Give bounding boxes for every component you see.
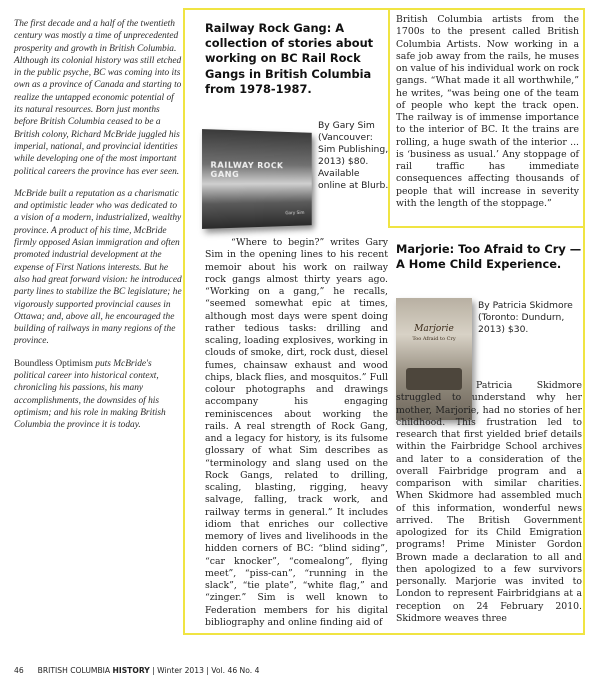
sidebar-paragraph — [14, 358, 184, 432]
cover-subtitle: Too Afraid to Cry — [412, 336, 456, 342]
cover-author: Gary Sim — [285, 210, 305, 217]
page-number: 46 — [14, 666, 24, 675]
review-publication-info: By Patricia Skidmore (Toronto: Dundurn, 2013) $30. — [478, 300, 573, 335]
page-footer — [14, 666, 574, 675]
review-body-continuation: British Columbia artists from the 1700s to the present called British Columbia Artists. Now working in a safe job away from the rails, he muses on value of his individual work on rock gangs. “What made it all worthwhile,” he writes, “was being one of the team of people who kept the track open. The railway is of immense importance to the interior of BC. It the trains are rolling, a huge swath of the interior ... is ‘business as usual.’ Any stoppage of rail traffic has immediate consequences affecting thousands of people that will increase in severity with the length of the stoppage.” — [396, 14, 579, 209]
book-title-inline: Boundless Optimism — [14, 358, 93, 369]
sidebar-paragraph: The first decade and a half of the twentieth century was mostly a time of unprecedented prosperity and growth in British Columbia. Although its colonial history was still etched in the public psyche, BC was coming into its own as a province of Canada and starting to realize the untapped economic potential of its natural resources. Born just months before British Columbia ceased to be a British colony, Richard McBride juggled his imperial, national, and provincial identities while developing one of the most important political careers the province has ever seen. — [14, 19, 182, 177]
cover-title: RAILWAY ROCK GANG — [210, 160, 284, 179]
review-body-railway-rock-gang — [205, 237, 388, 629]
review-paragraph: “Where to begin?” writes Gary Sim in the opening lines to his recent memoir about his work on railway rock gangs almost thirty years ago. “Working on a gang,” he recalls, “seemed somewhat epic at times, although most days were spent doing rather tedious tasks: drilling and scaling, loading explosives, working in clouds of smoke, dirt, rock dust, diesel fumes, chainsaw exhaust and wood chips, black flies, and mosquitos.” Full colour photographs and drawings accompany his engaging reminiscences about working the rails. A real strength of Rock Gang, and a legacy for history, is its fulsome glossary of what Sim describes as “terminology and slang used on the Rock Gangs, related to drilling, scaling, blasting, rigging, heavy salvage, falling, track work, and railway terms in general.” It includes idiom that enriches our collective memory of lives and livelihoods in the hidden corners of BC: “blind siding”, “car knocker”, “comealong”, flying meet”, “piss-can”, “running in the slack”, “tie plate”, “white flag,” and “zinger.” Sim is well known to Federation members for his digital bibliography and online finding aid of — [205, 237, 388, 628]
review-publication-info: By Gary Sim (Vancouver: Sim Publishing, 2013) $80. Available online at Blurb. — [318, 120, 389, 191]
magazine-name: BRITISH COLUMBIA — [37, 666, 113, 675]
sidebar-text: puts McBride's political career into historical context, chronicling his passions, his many accomplishments, the downsides of his optimism; and his role in making British Columbia the province it is today. — [14, 358, 166, 431]
issue-info: | Winter 2013 | Vol. 46 No. 4 — [149, 666, 260, 675]
review-title-railway-rock-gang: Railway Rock Gang: A collection of stories about working on BC Rail Rock Gangs in British Columbia from 1978-1987. — [205, 21, 374, 96]
cover-title: Marjorie — [414, 324, 454, 334]
review-paragraph: Patricia Skidmore struggled to understand why her mother, Marjorie, had no stories of her childhood. This frustration led to research that first yielded brief details within the Fairbridge School archives and later to a consideration of the overall Fairbridge program and a comparison with similar charities. When Skidmore had assembled much of this information, wonderful news arrived. The British Government apologized for its Child Emigration programs! Prime Minister Gordon Brown made a declaration to all and then apologized to a few survivors personally. Marjorie was invited to London to represent Fairbridgians at a reception on 24 February 2010. Skidmore weaves three — [396, 380, 582, 624]
sidebar-paragraph: McBride built a reputation as a charismatic and optimistic leader who was dedicated to a vision of a modern, industrialized, wealthy province. A product of his time, McBride firmly opposed Asian immigration and often promoted industrial development at the expense of First Nations interests. But he also had great forward vision: he introduced party lines to stabilize the BC legislature; he vigorously supported provincial causes in Ottawa; and, above all, he encouraged the building of railways in many regions of the province. — [14, 188, 182, 347]
review-title-marjorie: Marjorie: Too Afraid to Cry — A Home Child Experience. — [396, 242, 582, 272]
book-cover-railway-rock-gang — [202, 129, 312, 229]
sidebar-boundless-optimism — [14, 18, 184, 442]
review-body-marjorie — [396, 380, 582, 625]
magazine-name-bold: HISTORY — [112, 666, 150, 675]
